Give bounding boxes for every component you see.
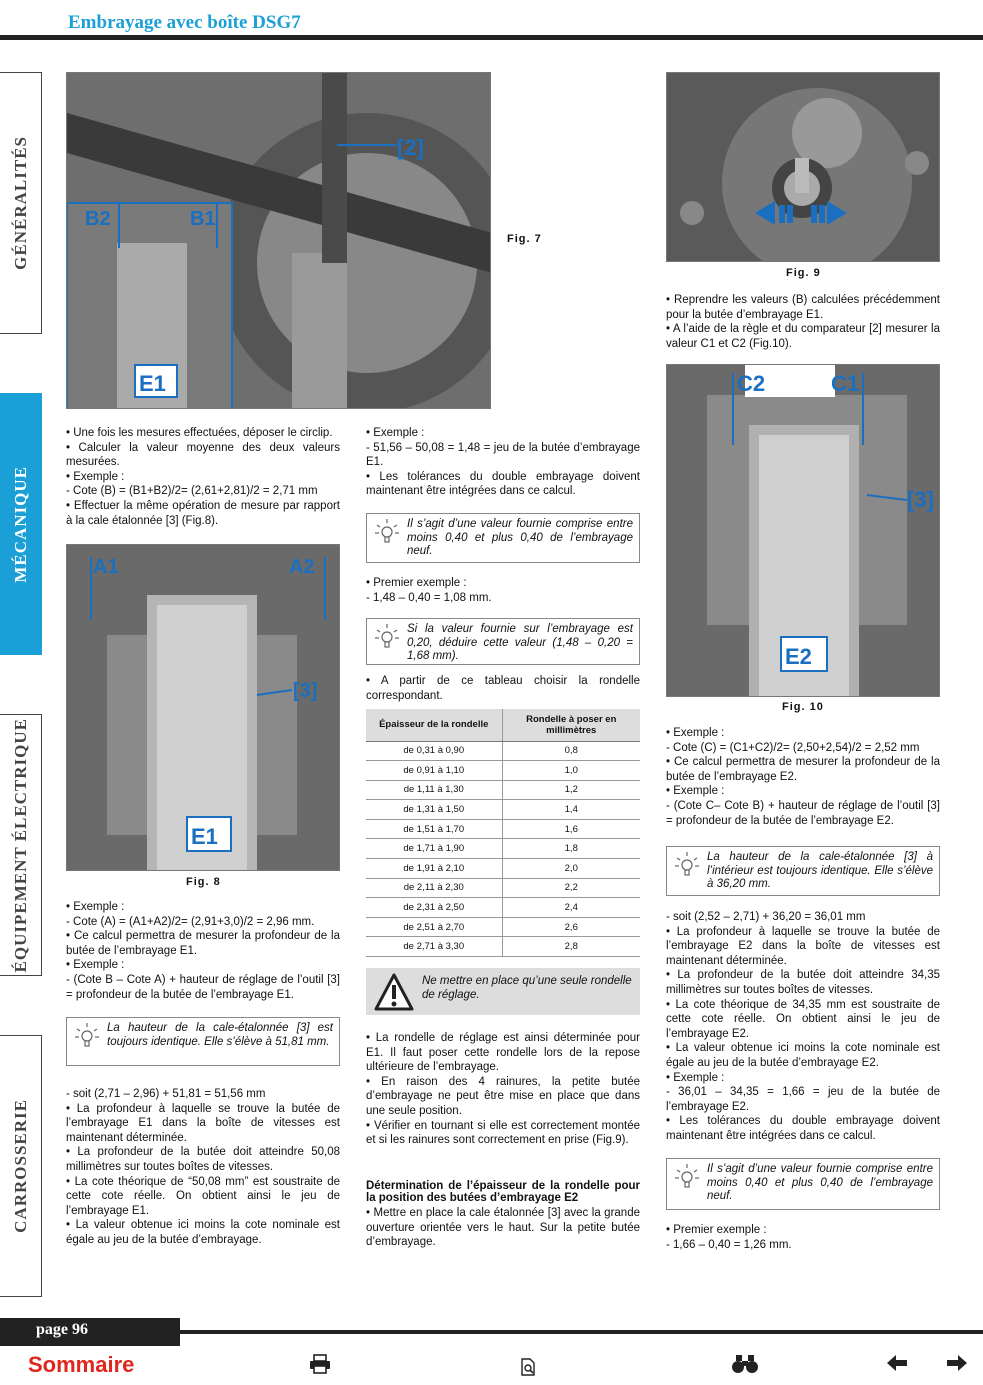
- arrow-right-icon[interactable]: [946, 1354, 968, 1372]
- paragraph: • A partir de ce tableau choisir la rondelle correspondant.: [366, 675, 640, 702]
- paragraph: • Exemple :: [666, 727, 725, 739]
- paragraph: • Ce calcul permettra de mesurer la profondeur de la butée de l’embrayage E1.: [66, 930, 340, 957]
- paragraph: • La cote théorique de 34,35 mm est soustraite de cette cote réelle. On obtient ainsi le jeu de l’embrayage E2.: [666, 998, 940, 1040]
- figure-9-caption: Fig. 9: [786, 267, 821, 279]
- info-note-2: [366, 513, 640, 563]
- table-cell: 2,8: [502, 937, 640, 957]
- figure-7: [66, 72, 491, 409]
- col2-text-d: [366, 1031, 640, 1148]
- fig7-label-e1: E1: [139, 371, 166, 396]
- table-cell: de 0,91 à 1,10: [366, 761, 502, 781]
- col2-text-c: [366, 674, 640, 703]
- paragraph: - 51,56 – 50,08 = 1,48 = jeu de la butée d’embrayage E1.: [366, 441, 640, 469]
- section-heading: Détermination de l’épaisseur de la rondelle pour la position des butées d’embrayage E2: [366, 1180, 640, 1204]
- fig8-label-3: [3]: [293, 680, 318, 702]
- washer-table: [366, 709, 640, 957]
- paragraph: • Les tolérances du double embrayage doivent maintenant être intégrées dans ce calcul.: [666, 1115, 940, 1142]
- table-row: [366, 859, 640, 879]
- figure-7-caption: Fig. 7: [507, 233, 542, 245]
- tab-label: GÉNÉRALITÉS: [10, 136, 30, 270]
- paragraph: • Exemple :: [666, 785, 725, 798]
- paragraph: • Exemple :: [66, 470, 125, 483]
- tab-equipement-electrique[interactable]: [0, 714, 42, 976]
- paragraph: - (Cote B – Cote A) + hauteur de réglage de l’outil [3] = profondeur de la butée de l’embrayage E1.: [66, 973, 340, 1001]
- paragraph: • Ce calcul permettra de mesurer la profondeur de la butée de l’embrayage E2.: [666, 756, 940, 783]
- lightbulb-icon: [373, 517, 401, 545]
- col3-text-b: [666, 726, 940, 828]
- paragraph: • Reprendre les valeurs (B) calculées précédemment pour la butée d’embrayage E1.: [666, 294, 940, 321]
- col3-text-d: [666, 1223, 940, 1252]
- info-note-3: [366, 618, 640, 665]
- paragraph: • La cote théorique de “50,08 mm” est soustraite de cette cote réelle. On obtient ainsi le jeu de l’embrayage E1.: [66, 1175, 340, 1217]
- paragraph: - (Cote C– Cote B) + hauteur de réglage de l’outil [3] = profondeur de la butée de l’embrayage E2.: [666, 799, 940, 827]
- fig8-label-a2: A2: [289, 556, 315, 578]
- fig7-label-b1: B1: [190, 208, 216, 230]
- document-icon[interactable]: [520, 1358, 536, 1376]
- lightbulb-icon: [73, 1021, 101, 1049]
- table-header-row: [366, 709, 640, 741]
- paragraph: • Une fois les mesures effectuées, déposer le circlip.: [66, 427, 333, 439]
- paragraph: • La valeur obtenue ici moins la cote nominale est égale au jeu de la butée d’embrayage E2.: [666, 1042, 940, 1069]
- tab-carrosserie[interactable]: [0, 1035, 42, 1297]
- lightbulb-icon: [673, 850, 701, 878]
- figure-8-caption: Fig. 8: [186, 876, 221, 888]
- paragraph: • La valeur obtenue ici moins la cote nominale est égale au jeu de la butée d’embrayage.: [66, 1219, 340, 1246]
- paragraph: • Exemple :: [366, 427, 425, 439]
- col3-text-c: [666, 910, 940, 1144]
- table-row: [366, 800, 640, 820]
- table-header: Épaisseur de la rondelle: [366, 709, 502, 741]
- paragraph: • Mettre en place la cale étalonnée [3] avec la grande ouverture orientée vers le haut. Sur la petite butée d’embrayage.: [366, 1207, 640, 1249]
- note-text: Si la valeur fournie sur l’embrayage est 0,20, déduire cette valeur (1,48 – 0,20 = 1,68 mm).: [407, 623, 633, 663]
- table-cell: 1,2: [502, 780, 640, 800]
- table-cell: de 2,31 à 2,50: [366, 898, 502, 918]
- sommaire-link[interactable]: Sommaire: [28, 1352, 135, 1377]
- table-cell: de 2,71 à 3,30: [366, 937, 502, 957]
- col2-text-b: [366, 576, 640, 605]
- paragraph: - 36,01 – 34,35 = 1,66 = jeu de la butée de l’embrayage E2.: [666, 1086, 940, 1113]
- paragraph: - Cote (B) = (B1+B2)/2= (2,61+2,81)/2 = 2,71 mm: [66, 485, 318, 498]
- note-text: La hauteur de la cale-étalonnée [3] est toujours identique. Elle s’élève à 51,81 mm.: [107, 1022, 333, 1048]
- note-text: La hauteur de la cale-étalonnée [3] à l’intérieur est toujours identique. Elle s’élève à 36,20 mm.: [707, 851, 933, 891]
- col2-text-a: [366, 426, 640, 499]
- tab-label: MÉCANIQUE: [10, 465, 30, 583]
- page-title: Embrayage avec boîte DSG7: [68, 12, 301, 33]
- figure-9: [666, 72, 940, 262]
- paragraph: • La profondeur à laquelle se trouve la butée de l’embrayage E2 dans la boîte de vitesses est maintenant déterminée.: [666, 925, 940, 967]
- col1-text-b: [66, 900, 340, 1002]
- note-text: Il s’agit d’une valeur fournie comprise entre moins 0,40 et plus 0,40 de l’embrayage neuf.: [407, 518, 633, 558]
- table-cell: de 1,91 à 2,10: [366, 859, 502, 879]
- fig7-label-2: [2]: [397, 135, 424, 160]
- table-row: [366, 917, 640, 937]
- tab-mecanique[interactable]: [0, 393, 42, 655]
- table-cell: de 1,11 à 1,30: [366, 780, 502, 800]
- tab-generalites[interactable]: [0, 72, 42, 334]
- table-row: [366, 839, 640, 859]
- table-row: [366, 761, 640, 781]
- warning-box: [366, 968, 640, 1015]
- warning-icon: [374, 972, 414, 1012]
- paragraph: • La profondeur de la butée doit atteindre 50,08 millimètres sur toutes boîtes de vitesses.: [66, 1146, 340, 1173]
- fig10-label-c2: C2: [737, 371, 766, 396]
- table-row: [366, 780, 640, 800]
- lightbulb-icon: [673, 1162, 701, 1190]
- info-note-5: [666, 1158, 940, 1210]
- paragraph: • Les tolérances du double embrayage doivent maintenant être intégrées dans ce calcul.: [366, 470, 640, 498]
- table-cell: 2,4: [502, 898, 640, 918]
- table-cell: 0,8: [502, 741, 640, 761]
- paragraph: • Exemple :: [66, 959, 125, 972]
- paragraph: • La profondeur à laquelle se trouve la butée de l’embrayage E1 dans la boîte de vitesses est maintenant déterminée.: [66, 1102, 340, 1144]
- paragraph: • Vérifier en tournant si elle est correctement montée et si les rainures sont correctement en prise (Fig.9).: [366, 1119, 640, 1147]
- table-cell: 2,6: [502, 917, 640, 937]
- page-number: page 96: [0, 1318, 180, 1346]
- table-cell: de 1,31 à 1,50: [366, 800, 502, 820]
- table-cell: de 1,71 à 1,90: [366, 839, 502, 859]
- figure-10: [666, 364, 940, 697]
- fig8-label-a1: A1: [93, 556, 119, 578]
- table-row: [366, 898, 640, 918]
- tab-label: ÉQUIPEMENT ÉLECTRIQUE: [10, 717, 30, 973]
- table-cell: de 0,31 à 0,90: [366, 741, 502, 761]
- paragraph: • Exemple :: [66, 901, 125, 913]
- paragraph: • Calculer la valeur moyenne des deux valeurs mesurées.: [66, 441, 340, 469]
- table-cell: de 2,11 à 2,30: [366, 878, 502, 898]
- fig10-label-c1: C1: [831, 371, 860, 396]
- paragraph: - 1,48 – 0,40 = 1,08 mm.: [366, 591, 492, 604]
- paragraph: • La rondelle de réglage est ainsi déterminée pour E1. Il faut poser cette rondelle lors de la repose ultérieure de l’embrayage.: [366, 1032, 640, 1074]
- lightbulb-icon: [373, 622, 401, 650]
- paragraph: • En raison des 4 rainures, la petite butée d’embrayage ne peut être mise en place que dans une seule position.: [366, 1075, 640, 1117]
- figure-10-caption: Fig. 10: [782, 701, 824, 713]
- info-note-4: [666, 846, 940, 896]
- paragraph: • A l’aide de la règle et du comparateur [2] mesurer la valeur C1 et C2 (Fig.10).: [666, 323, 940, 350]
- header-rule: [0, 35, 983, 40]
- paragraph: - soit (2,52 – 2,71) + 36,20 = 36,01 mm: [666, 911, 866, 923]
- table-row: [366, 819, 640, 839]
- table-row: [366, 741, 640, 761]
- info-note-1: [66, 1017, 340, 1066]
- paragraph: • Premier exemple :: [666, 1224, 767, 1236]
- fig10-label-3: [3]: [907, 487, 934, 512]
- arrow-left-icon[interactable]: [886, 1354, 908, 1372]
- note-text: Il s’agit d’une valeur fournie comprise entre moins 0,40 et plus 0,40 de l’embrayage neuf.: [707, 1163, 933, 1203]
- paragraph: • Exemple :: [666, 1071, 725, 1084]
- table-cell: 1,4: [502, 800, 640, 820]
- col1-text-c: [66, 1087, 340, 1248]
- col1-text-a: [66, 426, 340, 528]
- table-cell: de 2,51 à 2,70: [366, 917, 502, 937]
- table-cell: 1,0: [502, 761, 640, 781]
- printer-icon[interactable]: [309, 1354, 331, 1374]
- paragraph: - Cote (A) = (A1+A2)/2= (2,91+3,0)/2 = 2,96 mm.: [66, 915, 315, 928]
- binoculars-icon[interactable]: [732, 1354, 758, 1374]
- paragraph: • La profondeur de la butée doit atteindre 34,35 millimètres sur toutes boîtes de vitesses.: [666, 969, 940, 996]
- col3-text-a: [666, 293, 940, 351]
- fig7-label-b2: B2: [85, 208, 111, 230]
- paragraph: - soit (2,71 – 2,96) + 51,81 = 51,56 mm: [66, 1088, 266, 1100]
- fig8-label-e1: E1: [191, 824, 218, 849]
- paragraph: - Cote (C) = (C1+C2)/2= (2,50+2,54)/2 = 2,52 mm: [666, 741, 920, 754]
- fig10-label-e2: E2: [785, 644, 812, 669]
- table-cell: 1,8: [502, 839, 640, 859]
- tab-label: CARROSSERIE: [10, 1099, 30, 1233]
- table-cell: 2,0: [502, 859, 640, 879]
- table-row: [366, 937, 640, 957]
- table-cell: de 1,51 à 1,70: [366, 819, 502, 839]
- table-cell: 2,2: [502, 878, 640, 898]
- warning-text: Ne mettre en place qu’une seule rondelle de réglage.: [422, 975, 632, 1001]
- col2-text-e: [366, 1180, 640, 1250]
- paragraph: - 1,66 – 0,40 = 1,26 mm.: [666, 1238, 792, 1251]
- table-header: Rondelle à poser en millimètres: [502, 709, 640, 741]
- paragraph: • Effectuer la même opération de mesure par rapport à la cale étalonnée [3] (Fig.8).: [66, 499, 340, 527]
- table-cell: 1,6: [502, 819, 640, 839]
- figure-8: [66, 544, 340, 871]
- paragraph: • Premier exemple :: [366, 577, 467, 589]
- table-row: [366, 878, 640, 898]
